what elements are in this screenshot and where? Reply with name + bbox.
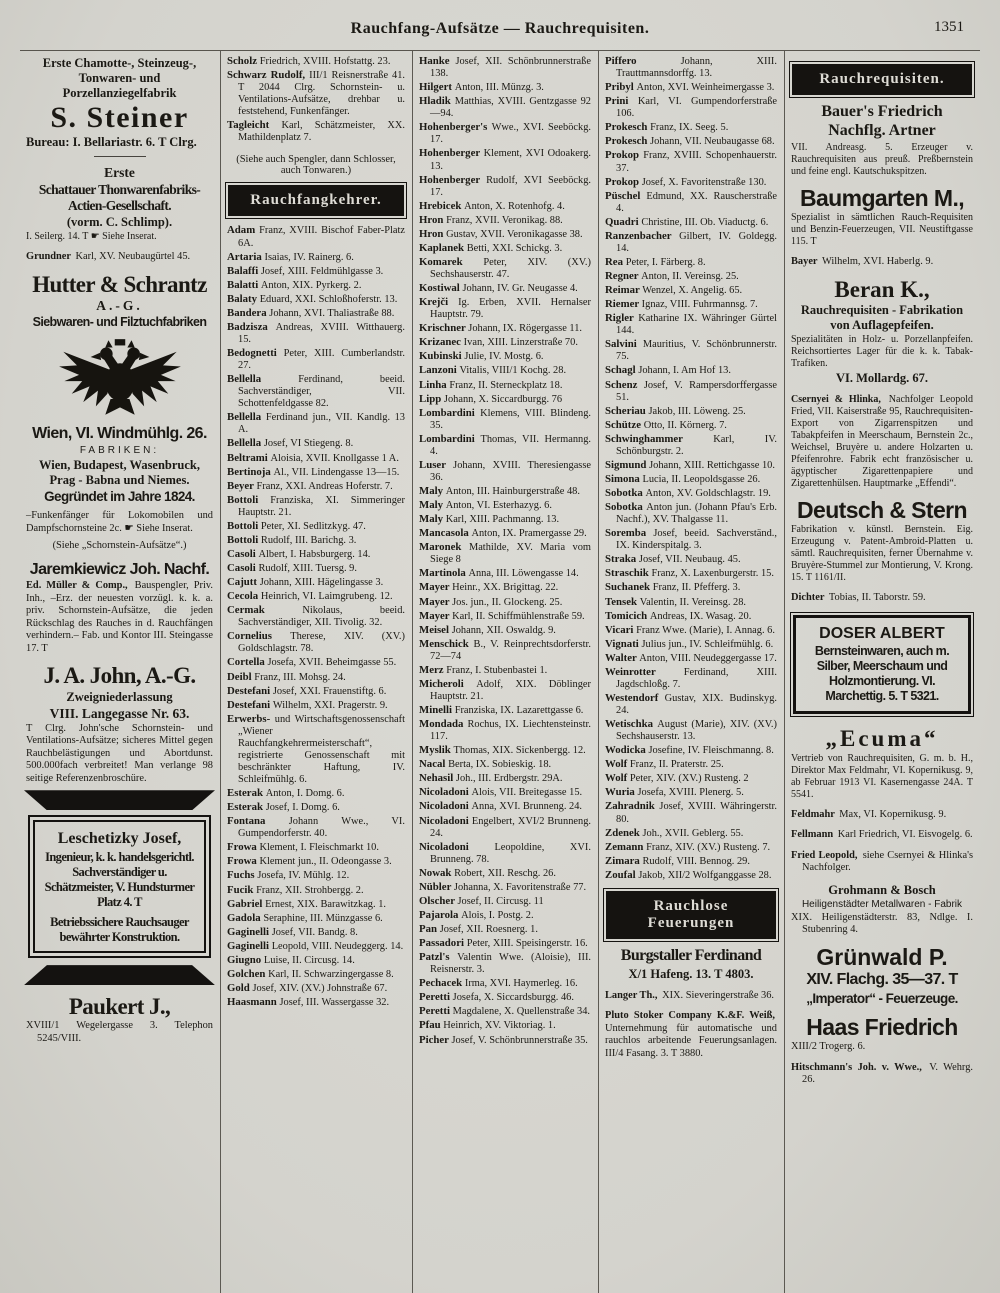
directory-entry: Prokesch Johann, VII. Neubaugasse 68.	[605, 135, 775, 148]
directory-entry: Hrebicek Anton, X. Rotenhofg. 4.	[419, 199, 565, 212]
ad-line: Grünwald P.	[816, 943, 948, 970]
ad-line: Fabrikation v. künstl. Bernstein. Eig. Erzeugung v. Patent-Ambroid-Platten u. sämtl. Rauchrequisiten, ferner Übernahme v. Bruyère-Stummel zur Montierung, V. Krong. 15. T 1161/II.	[791, 524, 973, 584]
directory-entry: Bandera Johann, XVI. Thaliastraße 88.	[227, 306, 395, 319]
section-header-rauchfangkehrer: Rauchfangkehrer.	[228, 185, 404, 216]
ad-beran	[791, 277, 973, 386]
directory-entry: Beyer Franz, XXI. Andreas Hoferstr. 7.	[227, 479, 393, 492]
ad-line: XIII/2 Trogerg. 6.	[791, 1041, 866, 1053]
ad-line: Csernyei & Hlinka, Nachfolger Leopold Fried, VII. Kaiserstraße 95, Rauchrequisiten-Export von Zigarrenspitzen und Tabakpfeifen in Meerschaum, Bernstein 2c., Weichsel, Bruyère u. andere Holzarten u. Pfeifenrohre. Fabrik echt französischer u. ägyptischer Zigarettenpapiere und Zigarettenhülsen. Hauptmarke „Effendi“.	[791, 393, 973, 489]
directory-entry: Mancasola Anton, IX. Pramergasse 29.	[419, 527, 587, 540]
entry-fellmann	[791, 829, 973, 841]
directory-entry: Maly Anton, III. Hainburgerstraße 48.	[419, 485, 580, 497]
directory-entry: Balatti Anton, XIX. Pyrkerg. 2.	[227, 278, 362, 291]
ad-line: Jaremkiewicz Joh. Nachf.	[29, 560, 210, 578]
entry-langer	[605, 990, 777, 1002]
directory-entry: Schenz Josef, V. Rampersdorffergasse 51.	[605, 378, 777, 403]
ad-line: Grohmann & Bosch	[828, 882, 936, 897]
ad-line: Erste Chamotte-, Steinzeug-, Tonwaren- und Porzellanziegelfabrik	[42, 56, 197, 100]
directory-entry: Gadola Seraphine, III. Münzgasse 6.	[227, 911, 383, 924]
directory-entry: Krejči Ig. Erben, XVII. Hernalser Hauptstr. 79.	[419, 296, 591, 321]
column-ads-left	[20, 51, 220, 1293]
directory-entry: Destefani Wilhelm, XXI. Pragerstr. 9.	[227, 698, 388, 711]
ad-line: Vertrieb von Rauchrequisiten, G. m. b. H., Direktor Max Feldmahr, VI. Kopernikusg. 9, ab Februar 1913 VI. Kasernengasse 24A. T 5541.	[791, 752, 973, 800]
directory-entry: Püschel Edmund, XX. Rauscherstraße 4.	[605, 189, 777, 214]
double-eagle-emblem	[26, 338, 213, 423]
ad-ecuma	[791, 726, 973, 800]
directory-entry: Pechacek Irma, XVI. Haymerleg. 16.	[419, 977, 578, 990]
ad-hutter-schrantz	[26, 272, 213, 330]
ad-line: XVIII/1 Wegelergasse 3. Telephon 5245/VIII.	[26, 1020, 213, 1044]
directory-entry: Vicari Franz Wwe. (Marie), I. Annag. 6.	[605, 623, 775, 636]
ad-line: (Siehe „Schornstein-Aufsätze“.)	[52, 540, 187, 552]
directory-entry: Meisel Johann, XII. Oswaldg. 9.	[419, 623, 556, 636]
ad-bauer-artner	[791, 103, 973, 178]
directory-entry: Linha Franz, II. Sterneckplatz 18.	[419, 378, 563, 391]
directory-entry: Gaginelli Josef, VII. Bandg. 8.	[227, 925, 358, 938]
directory-entry: Ranzenbacher Gilbert, IV. Goldegg. 14.	[605, 229, 777, 254]
directory-entry: Passadori Peter, XIII. Speisingerstr. 16.	[419, 937, 588, 950]
directory-entry: Weinrotter Ferdinand, XIII. Jagdschloßg. 7.	[605, 665, 777, 690]
directory-entry: Zimara Rudolf, VIII. Bennog. 29.	[605, 854, 750, 867]
ad-paukert	[26, 994, 213, 1045]
directory-entry: Pfau Heinrich, XV. Viktoriag. 1.	[419, 1019, 556, 1032]
directory-entry: Hohenberger's Wwe., XVI. Seeböckg. 17.	[419, 121, 591, 146]
section-header-rauchrequisiten: Rauchrequisiten.	[792, 64, 972, 95]
ad-line: „Ecuma“	[825, 726, 939, 752]
ad-line: Spezialist in sämtlichen Rauch-Requisiten und Benzin-Feuerzeugen, VII. Neustiftgasse 115. T	[791, 212, 973, 248]
directory-entry: Bertinoja Al., VII. Lindengasse 13—15.	[227, 465, 400, 478]
ad-line: Fried Leopold, siehe Csernyei & Hlinka's Nachfolger.	[791, 849, 973, 874]
kehrer-entries-2	[419, 55, 591, 1047]
directory-entry: Nicoladoni Engelbert, XVI/2 Brunneng. 24.	[419, 814, 591, 839]
ad-line: Haas Friedrich	[806, 1014, 958, 1041]
directory-entry: Kubinski Julie, IV. Mostg. 6.	[419, 350, 544, 363]
directory-entry: Reimar Wenzel, X. Angelig. 65.	[605, 284, 743, 297]
directory-entry: Sigmund Johann, XIII. Rettichgasse 10.	[605, 458, 775, 471]
directory-entry: Prokop Josef, X. Favoritenstraße 130.	[605, 175, 767, 188]
directory-entry: Hron Gustav, XVII. Veronikagasse 38.	[419, 227, 583, 240]
directory-entry: Martinola Anna, III. Löwengasse 14.	[419, 567, 579, 580]
directory-entry: Fuchs Josefa, IV. Mühlg. 12.	[227, 869, 350, 882]
directory-entry: Hohenberger Rudolf, XVI Seeböckg. 17.	[419, 173, 591, 198]
directory-entry: Walter Anton, VIII. Neudeggergasse 17.	[605, 651, 777, 664]
directory-entry: Hron Franz, XVII. Veronikag. 88.	[419, 213, 563, 226]
directory-entry: Bottoli Peter, XI. Sedlitzkyg. 47.	[227, 519, 366, 532]
directory-entry: Straka Josef, VII. Neubaug. 45.	[605, 553, 741, 566]
directory-entry: Nübler Johanna, X. Favoritenstraße 77.	[419, 880, 587, 893]
kehrer-entries-1	[227, 224, 405, 1009]
entry-hitschmann	[791, 1062, 973, 1087]
ad-schattauer	[26, 165, 213, 244]
directory-entry: Prokesch Franz, IX. Seeg. 5.	[605, 121, 729, 134]
directory-entry: Pan Josef, XII. Roesnerg. 1.	[419, 923, 538, 935]
directory-entry: Gaginelli Leopold, VIII. Neudeggerg. 14.	[227, 939, 404, 952]
directory-entry: Gabriel Ernest, XIX. Barawitzkag. 1.	[227, 897, 386, 910]
ad-pluto	[605, 1010, 777, 1060]
kehrer-entries-3	[605, 55, 777, 882]
directory-entry: Patzl's Valentin Wwe. (Aloisie), III. Reisnerstr. 3.	[419, 951, 591, 976]
directory-entry: Quadri Christine, III. Ob. Viaductg. 6.	[605, 215, 769, 228]
directory-entry: Zdenek Joh., XVII. Geblerg. 55.	[605, 826, 744, 839]
directory-entry: Frowa Klement, I. Fleischmarkt 10.	[227, 841, 379, 854]
cross-reference-note: (Siehe auch Spengler, dann Schlosser, auch Tonwaren.)	[236, 154, 396, 177]
directory-entry: Balaty Eduard, XXI. Schloßhoferstr. 13.	[227, 292, 398, 305]
directory-entry: Hilgert Anton, III. Münzg. 3.	[419, 81, 544, 94]
ad-line: XIV. Flachg. 35—37. T	[806, 970, 958, 988]
directory-entry: Badzisza Andreas, XVIII. Witthauerg. 15.	[227, 320, 405, 345]
ad-leschetizky	[28, 815, 211, 958]
directory-entry: Maly Karl, XIII. Pachmanng. 13.	[419, 513, 560, 526]
directory-entry: Schwarz Rudolf, III/1 Reisnerstraße 41. T 2044 Clrg. Schornstein- u. Ventilations-Aufsätze, drehbar u. feststehend, Funkenfänger.	[227, 69, 405, 118]
section-header-rauchlose-feuerungen: Rauchlose Feuerungen	[606, 891, 776, 939]
ad-line: Erste	[104, 164, 135, 180]
directory-entry: Cornelius Therese, XIV. (XV.) Goldschlagstr. 78.	[227, 630, 405, 655]
ad-line: J. A. John, A.-G.	[43, 663, 196, 689]
directory-entry: Lombardini Thomas, VII. Hermanng. 4.	[419, 432, 591, 457]
directory-entry: Mayer Karl, II. Schiffmühlenstraße 59.	[419, 609, 585, 622]
ad-line: (vorm. C. Schlimp).	[66, 215, 173, 230]
pre-entries	[227, 55, 405, 144]
directory-entry: Mondada Rochus, IX. Liechtensteinstr. 117.	[419, 718, 591, 743]
directory-entry: Lanzoni Vitalis, VIII/1 Kochg. 28.	[419, 364, 567, 377]
ad-line: DOSER ALBERT	[819, 624, 945, 642]
directory-entry: Krischner Johann, IX. Rögergasse 11.	[419, 322, 582, 335]
entry-feldmahr	[791, 809, 973, 821]
ad-john	[26, 663, 213, 785]
directory-entry: Hladik Matthias, XVIII. Gentzgasse 92—94.	[419, 95, 591, 120]
ad-csernyei-hlinka	[791, 394, 973, 490]
directory-entry: Kostiwal Johann, IV. Gr. Neugasse 4.	[419, 282, 578, 295]
entry-dichter	[791, 592, 973, 604]
directory-entry: Zahradnik Josef, XVIII. Währingerstr. 80.	[605, 800, 777, 825]
directory-entry: Scheriau Jakob, III. Löweng. 25.	[605, 404, 746, 417]
ad-steiner	[26, 56, 213, 157]
ad-line: Beran K.,	[834, 276, 930, 302]
ad-line: „Imperator“ - Feuerzeuge.	[806, 990, 958, 1006]
directory-entry: Bellella Ferdinand, beeid. Sachverständiger, VII. Schottenfeldgasse 82.	[227, 373, 405, 410]
directory-entry: Rea Peter, I. Färberg. 8.	[605, 255, 706, 268]
ad-haas	[791, 1015, 973, 1054]
ad-baumgarten	[791, 186, 973, 248]
directory-entry: Pribyl Anton, XVI. Weinheimergasse 3.	[605, 81, 775, 94]
directory-entry: Mayer Heinr., XX. Brigittag. 22.	[419, 581, 559, 594]
directory-entry: Wetischka August (Marie), XIV. (XV.) Sechshauserstr. 13.	[605, 718, 777, 743]
directory-entry: Peretti Magdalene, X. Quellenstraße 34.	[419, 1005, 591, 1018]
ad-line: Deutsch & Stern	[797, 496, 967, 523]
page-number: 1351	[934, 19, 964, 35]
ad-line: Leschetizky Josef,	[57, 830, 182, 848]
directory-entry: Casoli Albert, I. Habsburgerg. 14.	[227, 547, 371, 560]
ad-line	[94, 156, 146, 157]
directory-entry: Pajarola Alois, I. Postg. 2.	[419, 908, 534, 921]
ad-line: Gegründet im Jahre 1824.	[44, 488, 195, 504]
directory-entry: Myslik Thomas, XIX. Sickenbergg. 12.	[419, 744, 586, 757]
directory-entry: Straschik Franz, X. Laxenburgerstr. 15.	[605, 567, 774, 580]
directory-entry: Riemer Ignaz, VIII. Fuhrmannsg. 7.	[605, 298, 758, 311]
directory-entry: Salvini Mauritius, V. Schönbrunnerstr. 75.	[605, 338, 777, 363]
entry-grundner	[26, 251, 213, 263]
directory-entry: Maly Anton, VI. Esterhazyg. 6.	[419, 499, 552, 512]
directory-entry: Piffero Johann, XIII. Trauttmannsdorffg. 13.	[605, 55, 777, 80]
directory-entry: Sobotka Anton, XV. Goldschlagstr. 19.	[605, 487, 771, 499]
directory-entry: Fontana Johann Wwe., VI. Gumpendorferstr. 40.	[227, 815, 405, 840]
ad-line: Feldmahr Max, VI. Kopernikusg. 9.	[791, 808, 947, 820]
directory-entry: Westendorf Gustav, XIX. Budinskyg. 24.	[605, 691, 777, 716]
ad-line: –Funkenfänger für Lokomobilen und Dampfschornsteine 2c. ☛ Siehe Inserat.	[26, 510, 213, 534]
directory-entry: Zemann Franz, XIV. (XV.) Rusteng. 7.	[605, 840, 771, 853]
requisiten-blocks	[791, 103, 973, 1087]
directory-entry: Tensek Valentin, II. Vereinsg. 28.	[605, 595, 747, 608]
ad-line: Hitschmann's Joh. v. Wwe., V. Wehrg. 26.	[791, 1061, 973, 1086]
column-requisiten	[784, 51, 980, 1293]
directory-entry: Menschick B., V. Reinprechtsdorferstr. 72—74	[419, 637, 591, 662]
page-title: Rauchfang-Aufsätze — Rauchrequisiten.	[350, 20, 650, 37]
ad-line: Paukert J.,	[68, 994, 171, 1020]
directory-entry: Bellella Ferdinand jun., VII. Kandlg. 13 A.	[227, 411, 405, 436]
ad-line: XIX. Heiligenstädterstr. 83, Ndlge. I. Stubenring 4.	[791, 911, 973, 936]
directory-entry: Minelli Franziska, IX. Lazarettgasse 6.	[419, 704, 584, 716]
ad-line: VIII. Langegasse Nr. 63.	[49, 705, 190, 721]
ad-line: Schattauer Thonwarenfabriks-Actien-Gesellschaft.	[38, 181, 201, 213]
ad-line: Burgstaller Ferdinand	[620, 946, 762, 964]
directory-entry: Prini Karl, VI. Gumpendorferstraße 106.	[605, 95, 777, 120]
directory-entry: Lipp Johann, X. Siccardburgg. 76	[419, 392, 563, 405]
ad-line: Pluto Stoker Company K.&F. Weiß, Unternehmung für automatische und rauchlos arbeitende Feuerungsanlagen. III/4 Fasang. 3. T 3880.	[605, 1010, 777, 1059]
directory-entry: Vignati Julius jun., IV. Schleifmühlg. 6.	[605, 637, 774, 650]
directory-entry: Olscher Josef, II. Circusg. 11	[419, 894, 544, 907]
directory-entry: Tagleicht Karl, Schätzmeister, XX. Mathildenplatz 7.	[227, 119, 405, 144]
ad-line: Ingenieur, k. k. handelsgerichtl. Sachverständiger u. Schätzmeister, V. Hundsturmer Platz 4. T	[44, 850, 195, 910]
directory-entry: Destefani Josef, XXI. Frauenstiftg. 6.	[227, 684, 387, 697]
directory-entry: Wolf Franz, II. Praterstr. 25.	[605, 758, 724, 771]
directory-entry: Nicoladoni Leopoldine, XVI. Brunneng. 78.	[419, 840, 591, 865]
directory-entry: Suchanek Franz, II. Pfefferg. 3.	[605, 581, 741, 594]
ad-line: Dichter Tobias, II. Taborstr. 59.	[791, 592, 926, 604]
directory-entry: Bellella Josef, VI Stiegeng. 8.	[227, 437, 354, 450]
ad-line: VII. Andreasg. 5. Erzeuger v. Rauchrequisiten aus preuß. Preßbernstein und feine engl. Kautschukspitzen.	[791, 141, 973, 177]
directory-entry: Artaria Isaias, IV. Rainerg. 6.	[227, 250, 354, 263]
directory-entry: Wodicka Josefine, IV. Fleischmanng. 8.	[605, 744, 774, 757]
ad-line: Ed. Müller & Comp., Bauspengler, Priv. Inh., –Erz. der neuesten vorzügl. k. k. a. priv. Schornstein-Aufsätze, die jeden Rückschlag des Rauches in d. Rauchfängen verhindern.– Fab. und Kontor III. Steingasse 17. T	[26, 580, 213, 654]
ad-line: Fellmann Karl Friedrich, VI. Eisvogelg. 6.	[791, 829, 973, 841]
directory-entry: Esterak Anton, I. Domg. 6.	[227, 787, 345, 800]
directory-entry: Haasmann Josef, III. Wassergasse 32.	[227, 996, 390, 1008]
directory-entry: Wolf Peter, XIV. (XV.) Rusteng. 2	[605, 772, 749, 785]
directory-entry: Scholz Friedrich, XVIII. Hofstattg. 23.	[227, 55, 391, 67]
directory-entry: Nowak Robert, XII. Reschg. 26.	[419, 866, 556, 879]
directory-entry: Micheroli Adolf, XIX. Döblinger Hauptstr. 21.	[419, 677, 591, 702]
directory-entry: Maronek Mathilde, XV. Maria vom Siege 8	[419, 541, 591, 566]
ad-line: Bayer Wilhelm, XVI. Haberlg. 9.	[791, 256, 934, 268]
ad-line: T Clrg. John'sche Schornstein- und Ventilations-Aufsätze; sicheres Mittel gegen Rauchbelästigungen und Abortdunst. 500.000fach verbreitet! Man verlange 98 seitige Referenzenbroschüre.	[26, 722, 213, 784]
ad-line: Langer Th., XIX. Sieveringerstraße 36.	[605, 989, 775, 1001]
feuerungen-blocks	[605, 947, 777, 1060]
directory-entry: Peretti Josefa, X. Siccardsburgg. 46.	[419, 991, 574, 1004]
ad-line: Hutter & Schrantz	[32, 271, 207, 297]
column-directory-3	[598, 51, 784, 1293]
directory-entry: Komarek Peter, XIV. (XV.) Sechshauserstr. 47.	[419, 255, 591, 280]
directory-entry: Cortella Josefa, XVII. Beheimgasse 55.	[227, 656, 397, 669]
columns-container	[20, 50, 980, 1293]
directory-entry: Deibl Franz, III. Mohsg. 24.	[227, 670, 346, 683]
ad-line: Bauer's Friedrich Nachflg. Artner	[821, 103, 943, 139]
directory-entry: Hohenberger Klement, XVI Odoakerg. 13.	[419, 147, 591, 172]
ad-line: Wien, Budapest, Wasenbruck, Prag - Babna und Niemes.	[38, 457, 201, 487]
directory-entry: Mayer Jos. jun., II. Glockeng. 25.	[419, 595, 563, 608]
ad-line: Bernsteinwaren, auch m. Silber, Meerschaum und Holzmontierung. VI. Marchettig. 5. T 5321.	[814, 644, 950, 704]
ad-line: FABRIKEN:	[79, 444, 160, 456]
directory-entry: Cecola Heinrich, VI. Laimgrubeng. 12.	[227, 590, 393, 603]
ad-line: Rauchrequisiten - Fabrikation von Auflagepfeifen.	[800, 302, 964, 332]
ad-jaremkiewicz	[26, 561, 213, 656]
directory-entry: Beltrami Aloisia, XVII. Knollgasse 1 A.	[227, 451, 399, 464]
directory-entry: Nehasil Joh., III. Erdbergstr. 29A.	[419, 772, 563, 785]
directory-entry: Rigler Katharine IX. Währinger Gürtel 144.	[605, 312, 777, 337]
directory-entry: Luser Johann, XVIII. Theresiengasse 36.	[419, 458, 592, 483]
directory-entry: Wuria Josefa, XVIII. Plenerg. 5.	[605, 786, 744, 799]
ad-line: Baumgarten M.,	[799, 184, 965, 211]
directory-entry: Kaplanek Betti, XXI. Schickg. 3.	[419, 241, 563, 254]
directory-entry: Regner Anton, II. Vereinsg. 25.	[605, 270, 739, 282]
directory-entry: Prokop Franz, XVIII. Schopenhauerstr. 37.	[605, 149, 777, 174]
directory-entry: Giugno Luise, II. Circusg. 14.	[227, 953, 355, 966]
column-directory-2	[412, 51, 598, 1293]
ad-line: Spezialitäten in Holz- u. Porzellanpfeifen. Reichsortiertes Lager für die k. k. Tabak-Trafiken.	[791, 333, 973, 369]
directory-entry: Esterak Josef, I. Domg. 6.	[227, 801, 340, 814]
ad-blocks-left	[26, 56, 213, 1045]
ad-burgstaller	[605, 947, 777, 982]
directory-entry: Bottoli Rudolf, III. Barichg. 3.	[227, 533, 357, 546]
directory-entry: Lombardini Klemens, VIII. Blindeng. 35.	[419, 406, 591, 431]
directory-entry: Casoli Rudolf, XIII. Tuersg. 9.	[227, 562, 357, 574]
directory-entry: Cermak Nikolaus, beeid. Sachverständiger, XII. Tivolig. 32.	[227, 604, 405, 629]
directory-entry: Adam Franz, XVIII. Bischof Faber-Platz 6A.	[227, 224, 405, 249]
ad-line: A.-G.	[96, 297, 143, 313]
directory-entry: Schagl Johann, I. Am Hof 13.	[605, 364, 731, 377]
ad-line: Wien, VI. Windmühlg. 26.	[32, 425, 207, 443]
ad-line: Zweigniederlassung	[66, 689, 173, 704]
ad-grohmann-bosch	[791, 883, 973, 937]
directory-entry: Bottoli Franziska, XI. Simmeringer Hauptstr. 21.	[227, 493, 405, 518]
ad-line: X/1 Hafeng. 13. T 4803.	[628, 966, 754, 981]
ad-hutter-address	[26, 425, 213, 553]
directory-entry: Cajutt Johann, XIII. Hägelingasse 3.	[227, 576, 384, 589]
directory-entry: Golchen Karl, II. Schwarzingergasse 8.	[227, 967, 394, 980]
ad-line: Heiligenstädter Metallwaren - Fabrik	[801, 898, 963, 910]
directory-entry: Schwinghammer Karl, IV. Schönburgstr. 2.	[605, 432, 777, 457]
ad-line: Grundner Karl, XV. Neubaugürtel 45.	[26, 251, 191, 263]
double-eagle-icon	[57, 338, 183, 418]
ad-line: I. Seilerg. 14. T ☛ Siehe Inserat.	[26, 231, 157, 243]
ad-doser	[793, 615, 971, 715]
entry-bayer	[791, 256, 973, 268]
entry-fried	[791, 850, 973, 875]
directory-entry: Krizanec Ivan, XIII. Linzerstraße 70.	[419, 336, 578, 349]
directory-entry: Picher Josef, V. Schönbrunnerstraße 35.	[419, 1033, 588, 1046]
directory-entry: Bedognetti Peter, XIII. Cumberlandstr. 27.	[227, 347, 405, 372]
directory-entry: Gold Josef, XIV. (XV.) Johnstraße 67.	[227, 981, 388, 994]
directory-entry: Nicoladoni Anna, XVI. Brunneng. 24.	[419, 800, 583, 813]
directory-entry: Sobotka Anton jun. (Johann Pfau's Erb. Nachf.), XV. Thalgasse 11.	[605, 501, 777, 526]
directory-entry: Schütze Otto, II. Körnerg. 7.	[605, 418, 727, 431]
directory-entry: Erwerbs- und Wirtschaftsgenossenschaft „Wiener Rauchfangkehrermeisterschaft“, registrierte Genossenschaft mit beschränkter Haftung, IV. Schleifmühlg. 6.	[227, 712, 405, 785]
directory-entry: Tomicich Andreas, IX. Wasag. 20.	[605, 609, 752, 622]
directory-entry: Soremba Josef, beeid. Sachverständ., IX. Kinderspitalg. 3.	[605, 527, 777, 552]
directory-entry: Simona Lucia, II. Leopoldsgasse 26.	[605, 472, 761, 485]
directory-entry: Merz Franz, I. Stubenbastei 1.	[419, 663, 548, 676]
directory-entry: Nicoladoni Alois, VII. Breitegasse 15.	[419, 786, 583, 799]
directory-entry: Hanke Josef, XII. Schönbrunnerstraße 138.	[419, 55, 591, 80]
ad-deutsch-stern	[791, 498, 973, 584]
ad-line: Siebwaren- und Filztuchfabriken	[32, 315, 207, 330]
directory-entry: Frowa Klement jun., II. Odeongasse 3.	[227, 855, 392, 868]
ad-line: Bureau: I. Bellariastr. 6. T Clrg.	[26, 134, 197, 149]
directory-entry: Zoufal Jakob, XII/2 Wolfganggasse 28.	[605, 868, 772, 881]
directory-entry: Nacal Berta, IX. Sobieskig. 18.	[419, 758, 552, 771]
page-header	[0, 0, 1000, 50]
column-directory-1	[220, 51, 412, 1293]
ad-gruenwald	[791, 945, 973, 1007]
directory-entry: Balaffi Josef, XIII. Feldmühlgasse 3.	[227, 264, 384, 277]
ad-line: VI. Mollardg. 67.	[835, 370, 928, 385]
directory-entry: Fucik Franz, XII. Strohbergg. 2.	[227, 883, 364, 896]
ad-line: Betriebssichere Rauchsauger bewährter Konstruktion.	[50, 915, 189, 945]
ad-line: S. Steiner	[50, 101, 189, 134]
